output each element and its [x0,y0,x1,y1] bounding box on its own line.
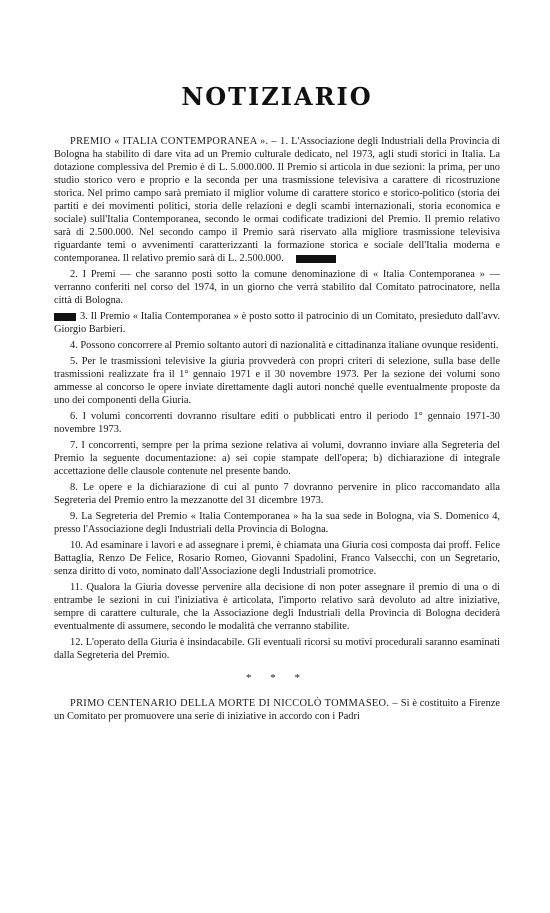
paragraph-1-text: L'Associazione degli Industriali della Provincia di Bologna ha stabilito di dare vita ad un Premio culturale dedicato, nel 1973, agli studi storici in Italia. La dotazione complessiva del Premio è di L. 5.000.000. Il Premio si articola in due sezioni: la prima, per uno studio storico vero e proprio e la seconda per una trasmissione televisiva a carattere di ricostruzione storica. Nel primo campo sarà premiato il miglior volume di carattere storico e storico-politico (storia dei partiti e dei movimenti politici, storia delle relazioni e degli scambi internazionali, storia economica e sociale) sull'Italia Contemporanea, secondo le ormai codificate tradizioni del Premio. Il premio relativo sarà di 2.500.000. Nel secondo campo il Premio sarà riservato alla migliore trasmissione televisiva riguardante temi o avvenimenti caratterizzanti la formazione storica e sociale dell'Italia moderna e contemporanea. Il relativo premio sarà di L. 2.500.000. [54,136,500,264]
paragraph-7: 7. I concorrenti, sempre per la prima sezione relativa ai volumi, dovranno inviare alla Segreteria del Premio la seguente documentazione: a) sei copie stampate dell'opera; b) dichiarazione di integrale accettazione delle clausole contenute nel presente bando. [54,440,500,477]
redaction-mark [296,255,336,263]
redaction-mark [54,313,76,321]
article-body [54,135,500,723]
paragraph-4: 4. Possono concorrere al Premio soltanto autori di nazionalità e cittadinanza italiane ovunque residenti. [70,340,499,351]
paragraph-9: 9. La Segreteria del Premio « Italia Contemporanea » ha la sua sede in Bologna, via S. Domenico 4, presso l'Associazione degli Industriali della Provincia di Bologna. [54,511,500,535]
section-heading-premio: PREMIO « ITALIA CONTEMPORANEA ». – 1. [70,136,289,147]
section-separator: * * * [246,672,308,684]
paragraph-2: 2. I Premi — che saranno posti sotto la comune denominazione di « Italia Contemporanea » — verranno conferiti nel corso del 1974, in un giorno che verrà stabilito dal Comitato patrocinatore, nella città di Bologna. [54,269,500,306]
paragraph-11: 11. Qualora la Giuria dovesse pervenire alla decisione di non poter assegnare il premio di una o di entrambe le sezioni in cui l'iniziativa è articolata, l'importo relativo sarà devoluto ad altre iniziative, sempre di carattere culturale, che la Associazione degli Industriali della Provincia di Bologna deciderà eventualmente di assumere, secondo le modalità che verranno stabilite. [54,582,500,632]
paragraph-6: 6. I volumi concorrenti dovranno risultare editi o pubblicati entro il periodo 1° gennaio 1971-30 novembre 1973. [54,411,500,435]
paragraph-10: 10. Ad esaminare i lavori e ad assegnare i premi, è chiamata una Giuria così composta dai proff. Felice Battaglia, Renzo De Felice, Rosario Romeo, Giovanni Spadolini, Franco Valsecchi, con un Segretario, senza diritto di voto, nominato dall'Associazione degli Industriali promotrice. [54,540,500,577]
page-title: NOTIZIARIO [181,82,373,111]
paragraph-3-text: 3. Il Premio « Italia Contemporanea » è posto sotto il patrocinio di un Comitato, presieduto dall'avv. Giorgio Barbieri. [54,311,500,335]
paragraph-5: 5. Per le trasmissioni televisive la giuria provvederà con propri criteri di selezione, sulla base delle trasmissioni realizzate fra il 1° gennaio 1971 e il 30 novembre 1973. Per la sezione dei volumi sono ammesse al concorso le opere inviate direttamente dagli autori nonché quelle eventualmente proposte da uno dei componenti della Giuria. [54,356,500,406]
document-page [0,82,550,913]
paragraph-13-text: Si è costituito a Firenze un Comitato per promuovere una serie di iniziative in accordo con i Padri [54,698,500,722]
paragraph-12: 12. L'operato della Giuria è insindacabile. Gli eventuali ricorsi su motivi procedurali saranno esaminati dalla Segreteria del Premio. [54,637,500,661]
paragraph-1 [54,135,500,265]
paragraph-8: 8. Le opere e la dichiarazione di cui al punto 7 dovranno pervenire in plico raccomandato alla Segreteria del Premio entro la mezzanotte del 31 dicembre 1973. [54,482,500,506]
paragraph-3 [54,310,500,336]
paragraph-13 [54,697,500,723]
section-heading-tommaseo: PRIMO CENTENARIO DELLA MORTE DI NICCOLÒ TOMMASEO. – [70,698,398,709]
